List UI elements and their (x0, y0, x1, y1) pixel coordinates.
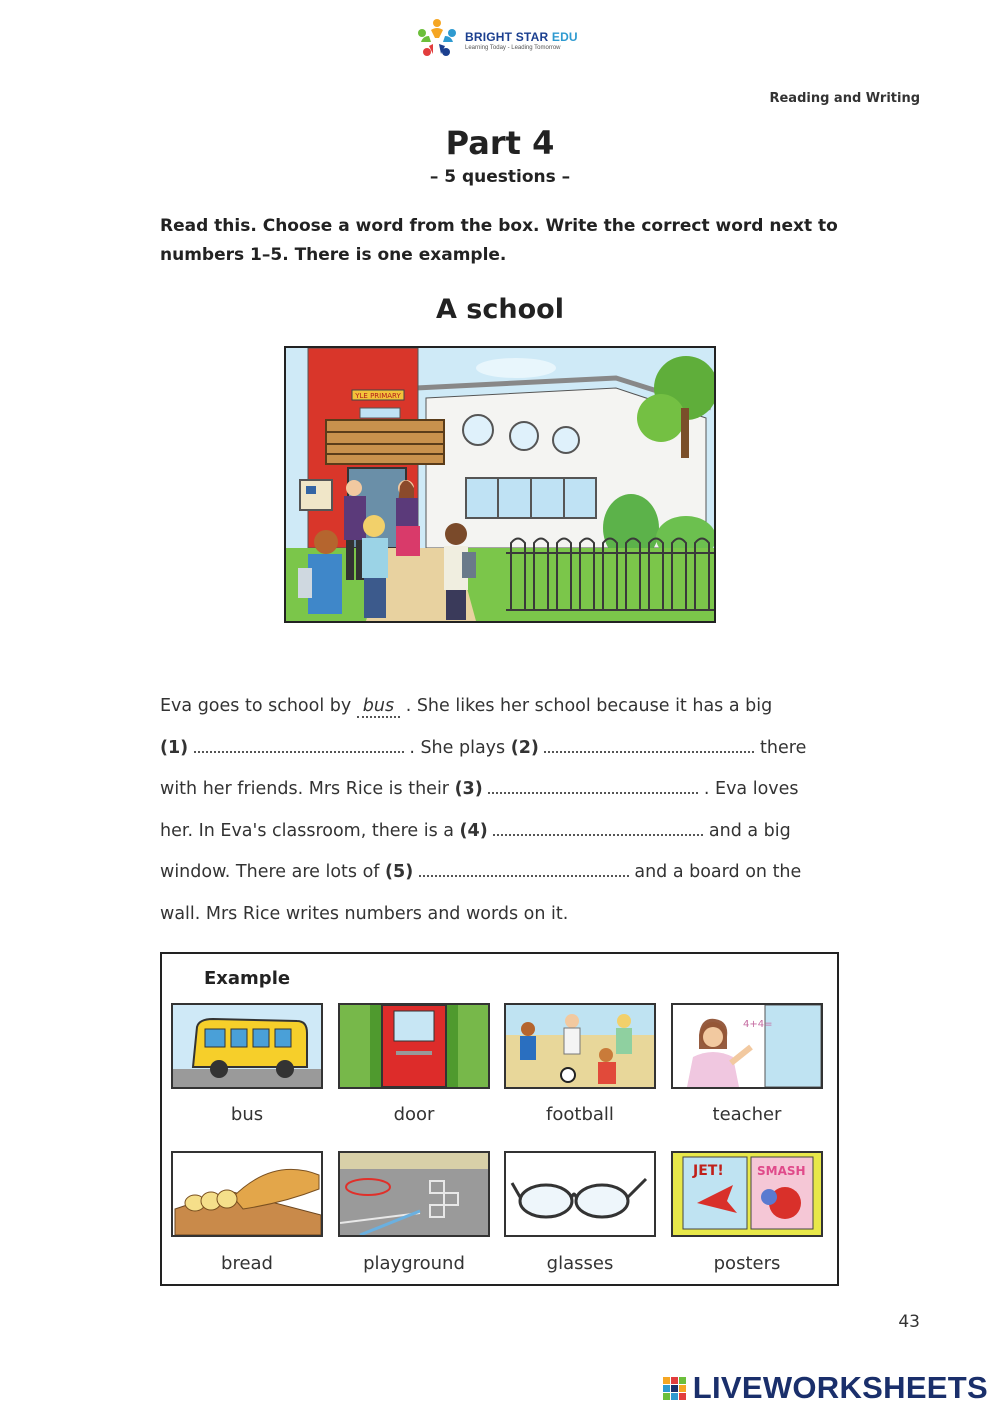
word-card-teacher[interactable] (671, 1003, 823, 1089)
question-number-4: (4) (459, 820, 488, 841)
example-label: Example (204, 968, 291, 989)
answer-blank-1[interactable] (194, 733, 404, 753)
question-number-2: (2) (510, 737, 539, 758)
section-label: Reading and Writing (769, 91, 920, 106)
story-title: A school (436, 294, 564, 325)
svg-text:4+4=: 4+4= (743, 1019, 773, 1030)
part-title: Part 4 (445, 124, 555, 162)
word-label-bread: bread (221, 1253, 273, 1274)
posters-icon (673, 1153, 821, 1235)
story-line-5: window. There are lots of (5) and a board on the (160, 852, 840, 894)
question-number-1: (1) (160, 737, 189, 758)
answer-blank-5[interactable] (419, 857, 629, 877)
teacher-icon (673, 1005, 821, 1087)
story-line-6: wall. Mrs Rice writes numbers and words on it. (160, 903, 569, 924)
answer-blank-4[interactable] (493, 816, 703, 836)
word-card-bus[interactable] (171, 1003, 323, 1089)
football-icon (506, 1005, 654, 1087)
door-icon (340, 1005, 488, 1087)
word-label-bus: bus (230, 1104, 264, 1125)
story-line-4: her. In Eva's classroom, there is a (4) and a big (160, 811, 840, 853)
instructions: Read this. Choose a word from the box. Write the correct word next to numbers 1–5. There is one example. (160, 216, 838, 265)
question-number-3: (3) (454, 779, 483, 799)
brand-name: BRIGHT STAR EDU (465, 30, 578, 44)
word-card-posters[interactable] (671, 1151, 823, 1237)
word-card-door[interactable] (338, 1003, 490, 1089)
word-label-football: football (546, 1104, 614, 1125)
liveworksheets-icon (663, 1377, 687, 1401)
star-people-icon (415, 16, 459, 60)
story-line-2: (1) . She plays (2) there (160, 728, 840, 770)
playground-icon (340, 1153, 488, 1235)
word-card-playground[interactable] (338, 1151, 490, 1237)
poster-text-smash: SMASH (757, 1164, 806, 1178)
story-line-3: with her friends. Mrs Rice is their (3) . Eva loves (160, 769, 840, 811)
liveworksheets-text: LIVEWORKSHEETS (692, 1370, 988, 1405)
word-label-playground: playground (363, 1253, 465, 1274)
example-answer: bus (357, 696, 400, 718)
poster-text-jet: JET! (693, 1163, 724, 1179)
word-label-teacher: teacher (712, 1104, 782, 1125)
school-illustration (284, 346, 716, 623)
word-label-posters: posters (713, 1253, 781, 1274)
word-label-door: door (393, 1104, 435, 1125)
story-text (160, 686, 840, 935)
glasses-icon (506, 1153, 654, 1235)
story-line-1: Eva goes to school by bus . She likes her school because it has a big (160, 696, 773, 716)
page-number: 43 (898, 1312, 920, 1332)
word-label-glasses: glasses (546, 1253, 614, 1274)
questions-count: – 5 questions – (429, 167, 571, 187)
word-card-football[interactable] (504, 1003, 656, 1089)
school-scene-image (286, 348, 714, 621)
bus-icon (173, 1005, 321, 1087)
word-card-glasses[interactable] (504, 1151, 656, 1237)
word-card-bread[interactable] (171, 1151, 323, 1237)
answer-blank-3[interactable] (488, 774, 698, 794)
liveworksheets-logo[interactable] (693, 1370, 988, 1406)
school-sign: YLE PRIMARY (355, 392, 401, 400)
question-number-5: (5) (385, 862, 414, 882)
answer-blank-2[interactable] (544, 733, 754, 753)
brand-logo (415, 16, 585, 62)
brand-tagline: Learning Today - Leading Tomorrow (465, 45, 561, 51)
bread-icon (173, 1153, 321, 1235)
